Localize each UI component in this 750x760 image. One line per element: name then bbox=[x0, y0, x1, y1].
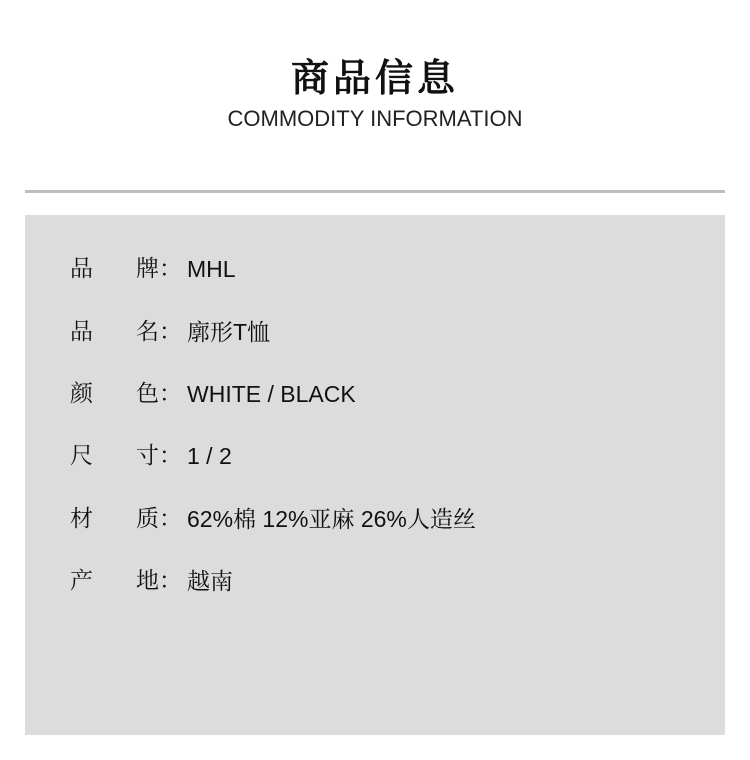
spec-value-color: WHITE / BLACK bbox=[187, 381, 356, 407]
spec-label-first: 材 bbox=[70, 506, 93, 532]
spec-colon: ： bbox=[159, 256, 182, 282]
spec-value-size: 1 / 2 bbox=[187, 443, 232, 469]
spec-label-first: 产 bbox=[70, 568, 93, 594]
spec-colon: ： bbox=[159, 443, 182, 469]
spec-label-first: 品 bbox=[70, 319, 93, 345]
spec-row-name bbox=[70, 317, 270, 347]
spec-label-second: 质 bbox=[136, 506, 159, 532]
spec-label-first: 颜 bbox=[70, 381, 93, 407]
spec-label-second: 名 bbox=[136, 319, 159, 345]
spec-row-size bbox=[70, 441, 232, 471]
spec-colon: ： bbox=[159, 568, 182, 594]
spec-row-material bbox=[70, 504, 476, 534]
page-title: 商品信息 bbox=[290, 56, 459, 100]
spec-colon: ： bbox=[159, 506, 182, 532]
spec-value-brand: MHL bbox=[187, 256, 236, 282]
header-divider bbox=[25, 190, 725, 193]
page-subtitle: COMMODITY INFORMATION bbox=[227, 106, 523, 131]
spec-label-first: 品 bbox=[70, 256, 93, 282]
spec-value-material: 62%棉 12%亚麻 26%人造丝 bbox=[187, 506, 476, 532]
spec-colon: ： bbox=[159, 319, 182, 345]
spec-value-name: 廓形T恤 bbox=[187, 319, 271, 345]
spec-row-brand bbox=[70, 254, 236, 284]
spec-label-second: 寸 bbox=[136, 443, 159, 469]
spec-label-second: 牌 bbox=[136, 256, 159, 282]
spec-label-second: 地 bbox=[136, 568, 159, 594]
spec-label-second: 色 bbox=[136, 381, 159, 407]
spec-value-origin: 越南 bbox=[187, 568, 233, 594]
spec-label-first: 尺 bbox=[70, 443, 93, 469]
spec-row-color bbox=[70, 379, 356, 409]
info-panel bbox=[25, 215, 725, 735]
spec-row-origin bbox=[70, 566, 233, 596]
spec-colon: ： bbox=[159, 381, 182, 407]
